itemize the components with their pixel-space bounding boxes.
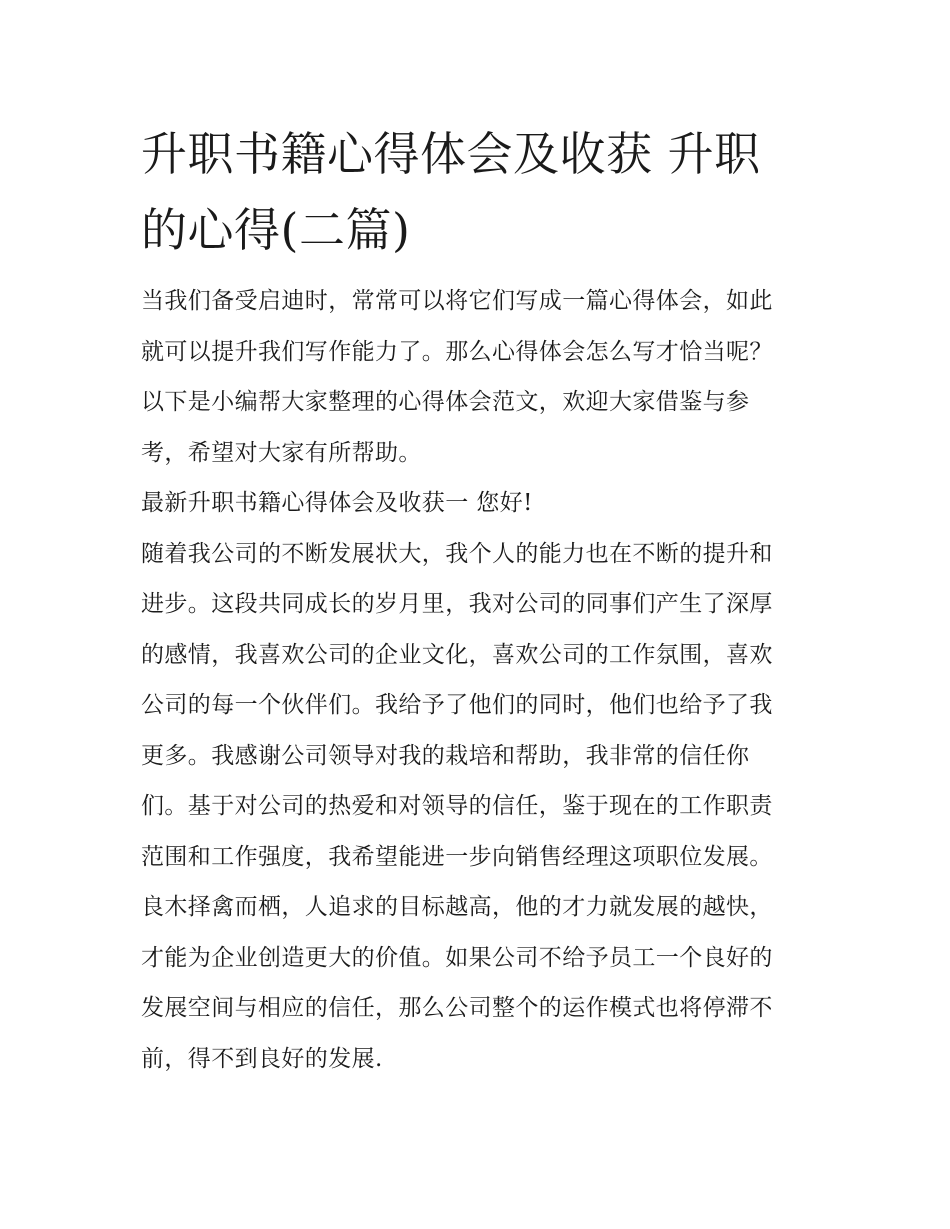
body-line: 前，得不到良好的发展. xyxy=(141,1045,383,1072)
body-line: 以下是小编帮大家整理的心得体会范文，欢迎大家借鉴与参 xyxy=(141,389,750,415)
document-body xyxy=(141,276,821,1084)
title-line-1: 升职书籍心得体会及收获 升职 xyxy=(141,127,761,181)
body-line: 更多。我感谢公司领导对我的栽培和帮助，我非常的信任你 xyxy=(141,742,750,769)
section-heading-line: 最新升职书籍心得体会及收获一 您好! xyxy=(141,490,533,516)
body-line: 公司的每一个伙伴们。我给予了他们的同时，他们也给予了我 xyxy=(141,692,773,718)
body-line: 进步。这段共同成长的岁月里，我对公司的同事们产生了深厚 xyxy=(141,591,773,617)
body-line: 当我们备受启迪时，常常可以将它们写成一篇心得体会，如此 xyxy=(141,288,773,314)
body-line: 的感情，我喜欢公司的企业文化，喜欢公司的工作氛围，喜欢 xyxy=(141,641,773,668)
body-line: 就可以提升我们写作能力了。那么心得体会怎么写才恰当呢？ xyxy=(141,338,773,365)
document-title xyxy=(141,116,821,268)
title-line-2: 的心得(二篇) xyxy=(141,203,411,257)
body-line: 良木择禽而栖，人追求的目标越高，他的才力就发展的越快， xyxy=(141,894,773,920)
body-line: 随着我公司的不断发展状大，我个人的能力也在不断的提升和 xyxy=(141,540,773,567)
body-line: 才能为企业创造更大的价值。如果公司不给予员工一个良好的 xyxy=(141,944,773,971)
body-line: 考，希望对大家有所帮助。 xyxy=(141,439,422,466)
body-line: 发展空间与相应的信任，那么公司整个的运作模式也将停滞不 xyxy=(141,995,773,1021)
body-line: 们。基于对公司的热爱和对领导的信任，鉴于现在的工作职责 xyxy=(141,793,773,819)
body-line: 范围和工作强度，我希望能进一步向销售经理这项职位发展。 xyxy=(141,843,773,870)
